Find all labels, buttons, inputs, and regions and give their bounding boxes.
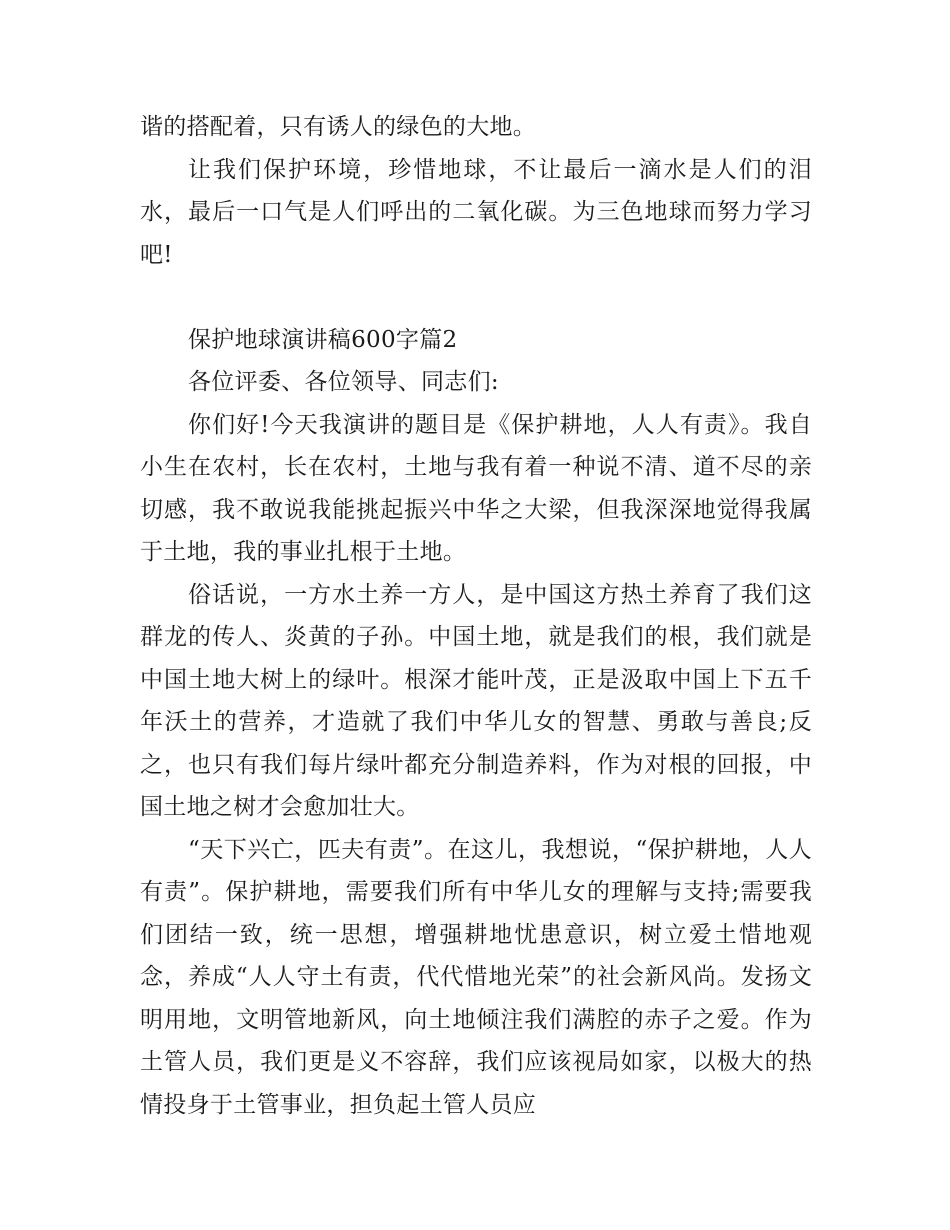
section-gap — [140, 276, 812, 319]
salutation: 各位评委、各位领导、同志们: — [188, 369, 499, 395]
paragraph-roots: 俗话说，一方水土养一方人，是中国这方热土养育了我们这群龙的传人、炎黄的子孙。中国土地，就是我们的根，我们就是中国土地大树上的绿叶。根深才能叶茂，正是汲取中国上下五千年沃土的营养，才造就了我们中华儿女的智慧、勇敢与善良;反之，也只有我们每片绿叶都充分制造养料，作为对根的回报，中国土地之树才会愈加壮大。 — [140, 581, 812, 820]
paragraph-closing: 让我们保护环境，珍惜地球，不让最后一滴水是人们的泪水，最后一口气是人们呼出的二氧化碳。为三色地球而努力学习吧! — [140, 156, 812, 268]
paragraph-intro: 你们好!今天我演讲的题目是《保护耕地，人人有责》。我自小生在农村，长在农村，土地与我有着一种说不清、道不尽的亲切感，我不敢说我能挑起振兴中华之大梁，但我深深地觉得我属于土地，我的事业扎根于土地。 — [140, 411, 812, 565]
document-body — [140, 106, 812, 1126]
paragraph-responsibility: “天下兴亡，匹夫有责”。在这儿，我想说，“保护耕地，人人有责”。保护耕地，需要我们所有中华儿女的理解与支持;需要我们团结一致，统一思想，增强耕地忧患意识，树立爱土惜地观念，养成“人人守土有责，代代惜地光荣”的社会新风尚。发扬文明用地，文明管地新风，向土地倾注我们满腔的赤子之爱。作为土管人员，我们更是义不容辞，我们应该视局如家，以极大的热情投身于土管事业，担负起土管人员应 — [140, 836, 812, 1118]
paragraph-continuation: 谐的搭配着，只有诱人的绿色的大地。 — [140, 114, 537, 140]
section-heading: 保护地球演讲稿600字篇2 — [188, 326, 458, 353]
